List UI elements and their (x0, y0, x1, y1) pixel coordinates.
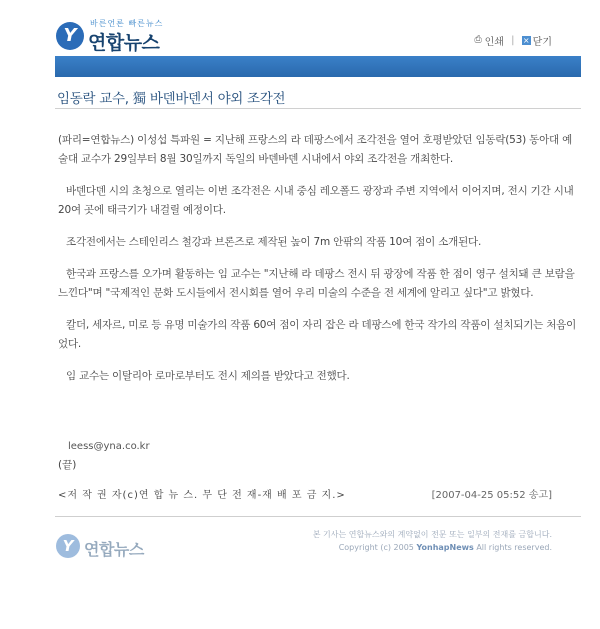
article-paragraph: 임 교수는 이탈리아 로마로부터도 전시 제의를 받았다고 전했다. (66, 370, 350, 382)
footer-copyright (313, 541, 552, 554)
print-button[interactable] (474, 33, 504, 48)
article-paragraph: 한국과 프랑스를 오가며 활동하는 임 교수는 "지난해 라 데팡스 전시 뒤 광장에 작품 한 점이 영구 설치돼 큰 보람을 느낀다"며 "국제적인 문화 도시들에서 전시회를 열어 우리 미술의 수준을 전 세계에 알리고 싶다"고 밝혔다. (58, 268, 575, 299)
footer-copyright-prefix: Copyright (c) 2005 (338, 543, 414, 552)
article-paragraph: 칼더, 세자르, 미로 등 유명 미술가의 작품 60여 점이 자리 잡은 라 데팡스에 한국 작가의 작품이 설치되기는 처음이었다. (58, 319, 577, 350)
printer-icon: ⎙ (474, 35, 482, 45)
top-actions (474, 33, 552, 48)
logo-name: 연합뉴스 (88, 32, 160, 54)
footer-logo-icon: Y (56, 534, 80, 558)
article-title: 임동락 교수, 獨 바덴바덴서 야외 조각전 (57, 91, 286, 107)
article-paragraph: 조각전에서는 스테인리스 철강과 브론즈로 제작된 높이 7m 안팎의 작품 10여 점이 소개된다. (66, 236, 482, 248)
title-divider (55, 108, 581, 109)
publish-date: [2007-04-25 05:52 송고] (431, 490, 552, 501)
header (0, 0, 600, 80)
article-paragraph: 바덴다덴 시의 초청으로 열리는 이번 조각전은 시내 중심 레오폴드 광장과 주변 지역에서 이어지며, 전시 기간 시내 20여 곳에 태극기가 내걸릴 예정이다. (58, 185, 574, 216)
footer-logo-name: 연합뉴스 (84, 540, 144, 559)
reporter-email: leess@yna.co.kr (68, 441, 150, 452)
logo-tagline: 바른언론 빠른뉴스 (90, 19, 164, 28)
close-icon: × (522, 36, 530, 45)
title-bar (55, 56, 581, 77)
footer-notice: 본 기사는 연합뉴스와의 계약없이 전문 또는 일부의 전재를 금합니다. (312, 530, 552, 539)
footer-copyright-brand: YonhapNews (416, 543, 474, 552)
end-mark: (끝) (58, 459, 77, 471)
article-paragraph: (파리=연합뉴스) 이성섭 특파원 = 지난해 프랑스의 라 데팡스에서 조각전을 열어 호평받았던 임동락(53) 동아대 예술대 교수가 29일부터 8월 30일까지 독일의 바덴바덴 시내에서 야외 조각전을 개최한다. (58, 134, 573, 165)
close-button[interactable] (522, 33, 552, 48)
footer-text (313, 528, 552, 554)
article-body (58, 131, 578, 399)
print-label: 인쇄 (484, 37, 504, 48)
close-label: 닫기 (532, 37, 552, 48)
yonhap-logo-icon: Y (56, 22, 84, 50)
copyright-notice: <저 작 권 자(c)연 합 뉴 스. 무 단 전 재-재 배 포 금 지.> (58, 490, 346, 501)
footer (0, 518, 600, 578)
action-separator: | (511, 35, 515, 46)
footer-divider (55, 516, 581, 517)
footer-copyright-suffix: All rights reserved. (476, 543, 552, 552)
